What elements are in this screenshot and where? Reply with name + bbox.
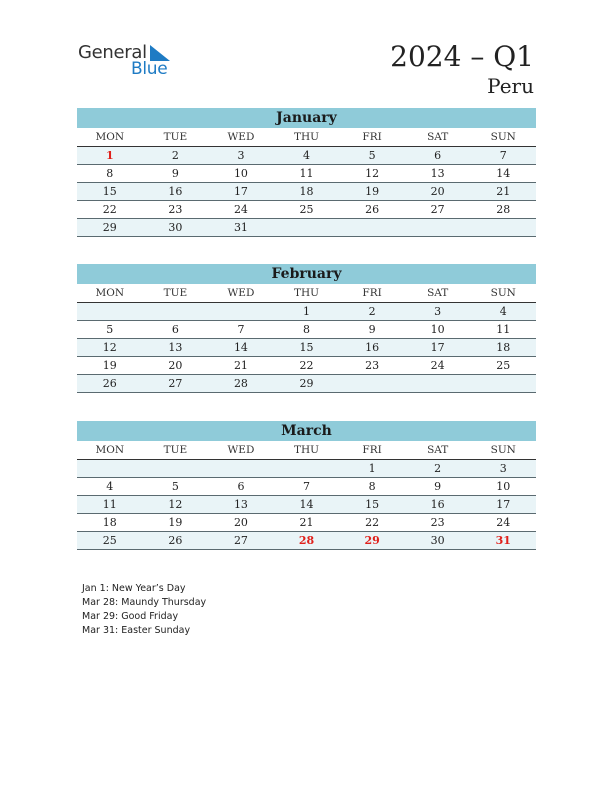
weekday-label: MON	[95, 444, 125, 456]
day-cell: 17	[496, 498, 511, 511]
weekday-header-row	[77, 441, 536, 460]
day-cell: 24	[496, 516, 511, 529]
day-cell: 24	[430, 359, 445, 372]
week-row	[77, 165, 536, 183]
day-cell: 2	[368, 305, 376, 318]
day-cell: 18	[102, 516, 117, 529]
generalblue-logo	[78, 42, 178, 82]
month-title: March	[77, 421, 536, 441]
week-row	[77, 375, 536, 393]
day-cell: 5	[368, 149, 376, 162]
day-cell: 7	[303, 480, 311, 493]
day-cell: 12	[365, 167, 380, 180]
day-cell: 1	[368, 462, 376, 475]
day-cell: 10	[430, 323, 445, 336]
weekday-label: THU	[294, 444, 320, 456]
day-cell: 30	[168, 221, 183, 234]
holiday-note: Jan 1: New Year’s Day	[82, 583, 186, 594]
day-cell: 17	[430, 341, 445, 354]
day-cell: 14	[233, 341, 248, 354]
day-cell: 9	[368, 323, 376, 336]
weekday-header-row	[77, 128, 536, 147]
week-row	[77, 339, 536, 357]
week-row	[77, 478, 536, 496]
day-cell: 25	[102, 534, 117, 547]
holiday-note: Mar 29: Good Friday	[82, 611, 179, 622]
day-cell: 11	[299, 167, 314, 180]
day-cell: 2	[434, 462, 442, 475]
day-cell	[470, 219, 536, 236]
day-cell: 6	[434, 149, 442, 162]
day-cell: 28	[233, 377, 248, 390]
day-cell: 17	[233, 185, 248, 198]
day-cell: 5	[171, 480, 179, 493]
day-cell: 20	[168, 359, 183, 372]
week-row	[77, 514, 536, 532]
day-cell: 14	[496, 167, 511, 180]
day-cell: 22	[102, 203, 117, 216]
day-cell: 28	[496, 203, 511, 216]
day-cell: 19	[102, 359, 117, 372]
day-cell: 23	[168, 203, 183, 216]
weekday-label: TUE	[163, 287, 188, 299]
month-calendar-february	[77, 264, 536, 393]
day-cell: 4	[499, 305, 507, 318]
day-cell	[143, 460, 209, 477]
day-cell: 25	[496, 359, 511, 372]
day-cell: 27	[168, 377, 183, 390]
holiday-notes	[82, 582, 206, 638]
day-cell: 19	[168, 516, 183, 529]
day-cell	[208, 303, 274, 320]
day-cell: 28	[298, 534, 315, 547]
weekday-label: SAT	[427, 131, 449, 143]
week-row	[77, 532, 536, 550]
day-cell: 23	[365, 359, 380, 372]
week-row	[77, 219, 536, 237]
day-cell: 4	[106, 480, 114, 493]
day-cell: 21	[233, 359, 248, 372]
weekday-label: THU	[294, 131, 320, 143]
weekday-label: SUN	[490, 444, 516, 456]
day-cell: 11	[102, 498, 117, 511]
day-cell	[339, 219, 405, 236]
day-cell: 13	[430, 167, 445, 180]
day-cell: 18	[496, 341, 511, 354]
day-cell: 26	[365, 203, 380, 216]
month-title: January	[77, 108, 536, 128]
day-cell	[208, 460, 274, 477]
day-cell: 4	[303, 149, 311, 162]
day-cell: 18	[299, 185, 314, 198]
weekday-label: TUE	[163, 444, 188, 456]
day-cell	[77, 303, 143, 320]
day-cell: 23	[430, 516, 445, 529]
weekday-label: SAT	[427, 287, 449, 299]
holiday-note: Mar 28: Maundy Thursday	[82, 597, 207, 608]
day-cell: 21	[299, 516, 314, 529]
day-cell: 29	[364, 534, 380, 547]
day-cell: 8	[303, 323, 311, 336]
week-row	[77, 183, 536, 201]
day-cell: 27	[233, 534, 248, 547]
day-cell: 22	[299, 359, 314, 372]
weekday-label: SUN	[490, 287, 516, 299]
day-cell	[339, 375, 405, 392]
day-cell: 10	[496, 480, 511, 493]
day-cell: 26	[102, 377, 117, 390]
weekday-label: MON	[95, 287, 125, 299]
weekday-header-row	[77, 284, 536, 303]
day-cell	[405, 219, 471, 236]
day-cell: 30	[430, 534, 445, 547]
holiday-note: Mar 31: Easter Sunday	[82, 625, 191, 636]
weekday-label: THU	[294, 287, 320, 299]
day-cell: 3	[434, 305, 442, 318]
day-cell: 1	[105, 149, 114, 162]
day-cell	[274, 460, 340, 477]
day-cell: 14	[299, 498, 314, 511]
day-cell: 12	[102, 341, 117, 354]
weekday-label: MON	[95, 131, 125, 143]
day-cell: 16	[365, 341, 380, 354]
weekday-label: WED	[227, 287, 255, 299]
day-cell: 2	[171, 149, 179, 162]
month-title: February	[77, 264, 536, 284]
day-cell	[405, 375, 471, 392]
day-cell	[470, 375, 536, 392]
country-name: Peru	[487, 74, 534, 98]
day-cell: 10	[233, 167, 248, 180]
week-row	[77, 321, 536, 339]
day-cell: 13	[168, 341, 183, 354]
day-cell: 20	[430, 185, 445, 198]
day-cell	[143, 303, 209, 320]
day-cell: 9	[434, 480, 442, 493]
day-cell: 12	[168, 498, 183, 511]
weekday-label: FRI	[362, 444, 382, 456]
day-cell: 7	[237, 323, 245, 336]
week-row	[77, 303, 536, 321]
day-cell: 13	[233, 498, 248, 511]
weekday-label: TUE	[163, 131, 188, 143]
day-cell: 3	[499, 462, 507, 475]
weekday-label: WED	[227, 444, 255, 456]
week-row	[77, 147, 536, 165]
day-cell	[274, 219, 340, 236]
day-cell: 3	[237, 149, 245, 162]
weekday-label: SAT	[427, 444, 449, 456]
day-cell: 31	[233, 221, 248, 234]
weekday-label: FRI	[362, 287, 382, 299]
day-cell: 15	[102, 185, 117, 198]
page-title: 2024 – Q1	[390, 40, 534, 73]
month-calendar-january	[77, 108, 536, 237]
day-cell: 8	[106, 167, 114, 180]
day-cell: 16	[430, 498, 445, 511]
day-cell: 6	[237, 480, 245, 493]
day-cell: 29	[102, 221, 117, 234]
weekday-label: WED	[227, 131, 255, 143]
day-cell: 22	[365, 516, 380, 529]
day-cell: 24	[233, 203, 248, 216]
logo-text-blue: Blue	[131, 59, 168, 79]
day-cell: 26	[168, 534, 183, 547]
week-row	[77, 496, 536, 514]
day-cell: 11	[496, 323, 511, 336]
day-cell: 19	[365, 185, 380, 198]
week-row	[77, 201, 536, 219]
weekday-label: SUN	[490, 131, 516, 143]
day-cell: 5	[106, 323, 114, 336]
day-cell: 25	[299, 203, 314, 216]
week-row	[77, 460, 536, 478]
day-cell: 21	[496, 185, 511, 198]
day-cell: 1	[303, 305, 311, 318]
day-cell: 7	[499, 149, 507, 162]
day-cell: 9	[171, 167, 179, 180]
day-cell: 16	[168, 185, 183, 198]
day-cell: 27	[430, 203, 445, 216]
day-cell: 29	[299, 377, 314, 390]
weekday-label: FRI	[362, 131, 382, 143]
day-cell: 20	[233, 516, 248, 529]
month-calendar-march	[77, 421, 536, 550]
day-cell: 15	[299, 341, 314, 354]
day-cell: 31	[495, 534, 511, 547]
day-cell: 8	[368, 480, 376, 493]
day-cell: 6	[171, 323, 179, 336]
day-cell: 15	[365, 498, 380, 511]
logo-text-general: General	[78, 42, 147, 63]
day-cell	[77, 460, 143, 477]
week-row	[77, 357, 536, 375]
